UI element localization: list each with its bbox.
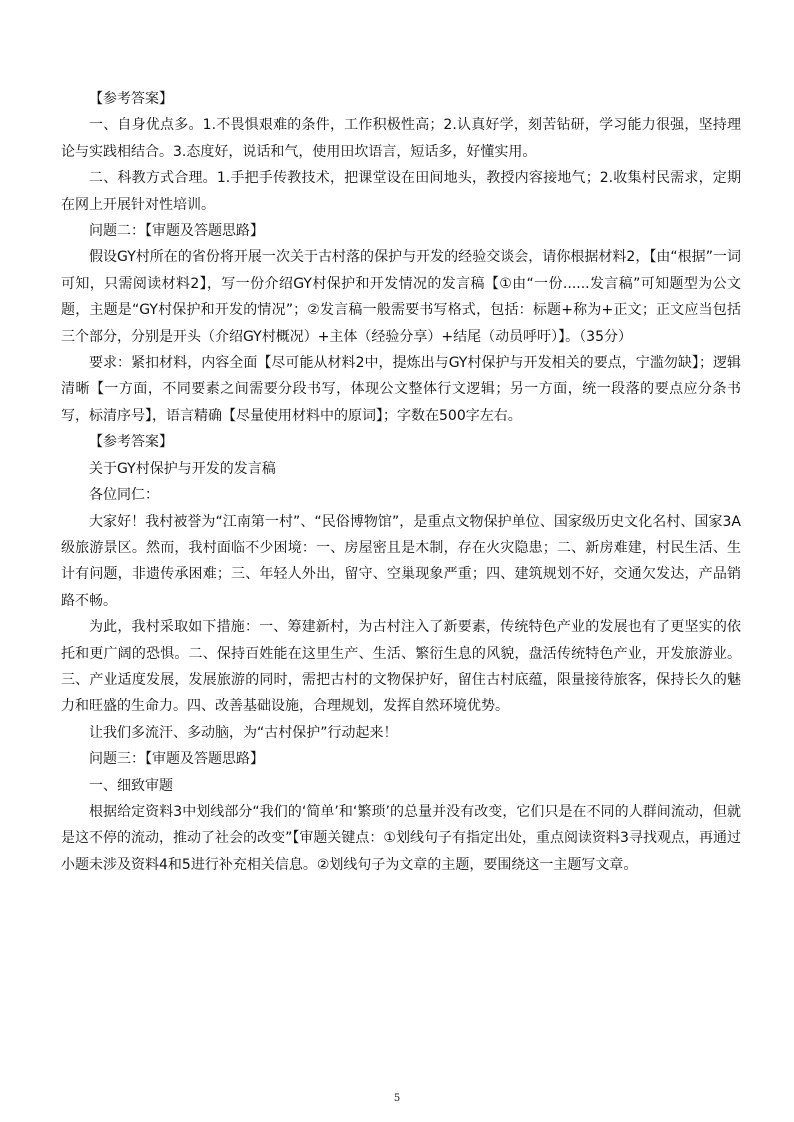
speech-opening: 大家好！我村被誉为“江南第一村”、“民俗博物馆”，是重点文物保护单位、国家级历史文化名村、国家3A级旅游景区。然而，我村面临不少困境：一、房屋密且是木制，存在火灾隐患；二、新房难建，村民生活、生计有问题，非遗传承困难；三、年轻人外出，留守、空巢现象严重；四、建筑规划不好，交通欠发达，产品销路不畅。: [61, 513, 741, 609]
question-3-heading: 问题三：【审题及答题思路】: [89, 751, 264, 768]
answer-point-1: 一、自身优点多。1.不畏惧艰难的条件，工作积极性高；2.认真好学，刻苦钻研，学习能力很强，坚持理论与实践相结合。3.态度好，说话和气，使用田坎语言，短话多，好懂实用。: [61, 117, 741, 160]
question-3-analysis: 根据给定资料3中划线部分“我们的‘简单’和‘繁琐’的总量并没有改变，它们只是在不同的人群间流动，但就是这不停的流动，推动了社会的改变”【审题关键点：①划线句子有指定出处，重点阅读资料3寻找观点，再通过小题未涉及资料4和5进行补充相关信息。②划线句子为文章的主题，要围绕这一主题写文章。: [61, 803, 741, 873]
page-number: 5: [393, 1093, 401, 1104]
question-2-prompt: 假设GY村所在的省份将开展一次关于古村落的保护与开发的经验交谈会，请你根据材料2，【由“根据”一词可知，只需阅读材料2】，写一份介绍GY村保护和开发情况的发言稿【①由“一份......发言稿”可知题型为公文题，主题是“GY村保护和开发的情况”；②发言稿一般需要书写格式，包括：标题+称为+正文；正文应当包括三个部分，分别是开头（介绍GY村概况）+主体（经验分享）+结尾（动员呼吁）】。（35分）: [61, 249, 741, 345]
question-2-heading: 问题二：【审题及答题思路】: [89, 223, 264, 240]
question-3-step-heading: 一、细致审题: [89, 777, 173, 794]
question-2-requirements: 要求：紧扣材料，内容全面【尽可能从材料2中，提炼出与GY村保护与开发相关的要点，宁滥勿缺】；逻辑清晰【一方面，不同要素之间需要分段书写，体现公文整体行文逻辑；另一方面，统一段落的要点应分条书写，标清序号】，语言精确【尽量使用材料中的原词】；字数在500字左右。: [61, 355, 741, 424]
speech-measures: 为此，我村采取如下措施：一、筹建新村，为古村注入了新要素，传统特色产业的发展也有了更坚实的依托和更广阔的恐惧。二、保持百姓能在这里生产、生活、繁衍生息的风貌，盘活传统特色产业，开发旅游业。三、产业适度发展，发展旅游的同时，需把古村的文物保护好，留住古村底蕴，限量接待旅客，保持长久的魅力和旺盛的生命力。四、改善基础设施，合理规划，发挥自然环境优势。: [61, 619, 741, 715]
answer-point-2: 二、科教方式合理。1.手把手传教技术，把课堂设在田间地头，教授内容接地气；2.收集村民需求，定期在网上开展针对性培训。: [61, 170, 741, 213]
document-body: [61, 86, 741, 878]
speech-salutation: 各位同仁：: [89, 487, 159, 504]
speech-title: 关于GY村保护与开发的发言稿: [89, 460, 276, 477]
section-heading-reference-answer-1: 【参考答案】: [89, 91, 173, 107]
section-heading-reference-answer-2: 【参考答案】: [89, 434, 173, 451]
speech-closing: 让我们多流汗、多动脑，为“古村保护”行动起来！: [89, 724, 398, 741]
